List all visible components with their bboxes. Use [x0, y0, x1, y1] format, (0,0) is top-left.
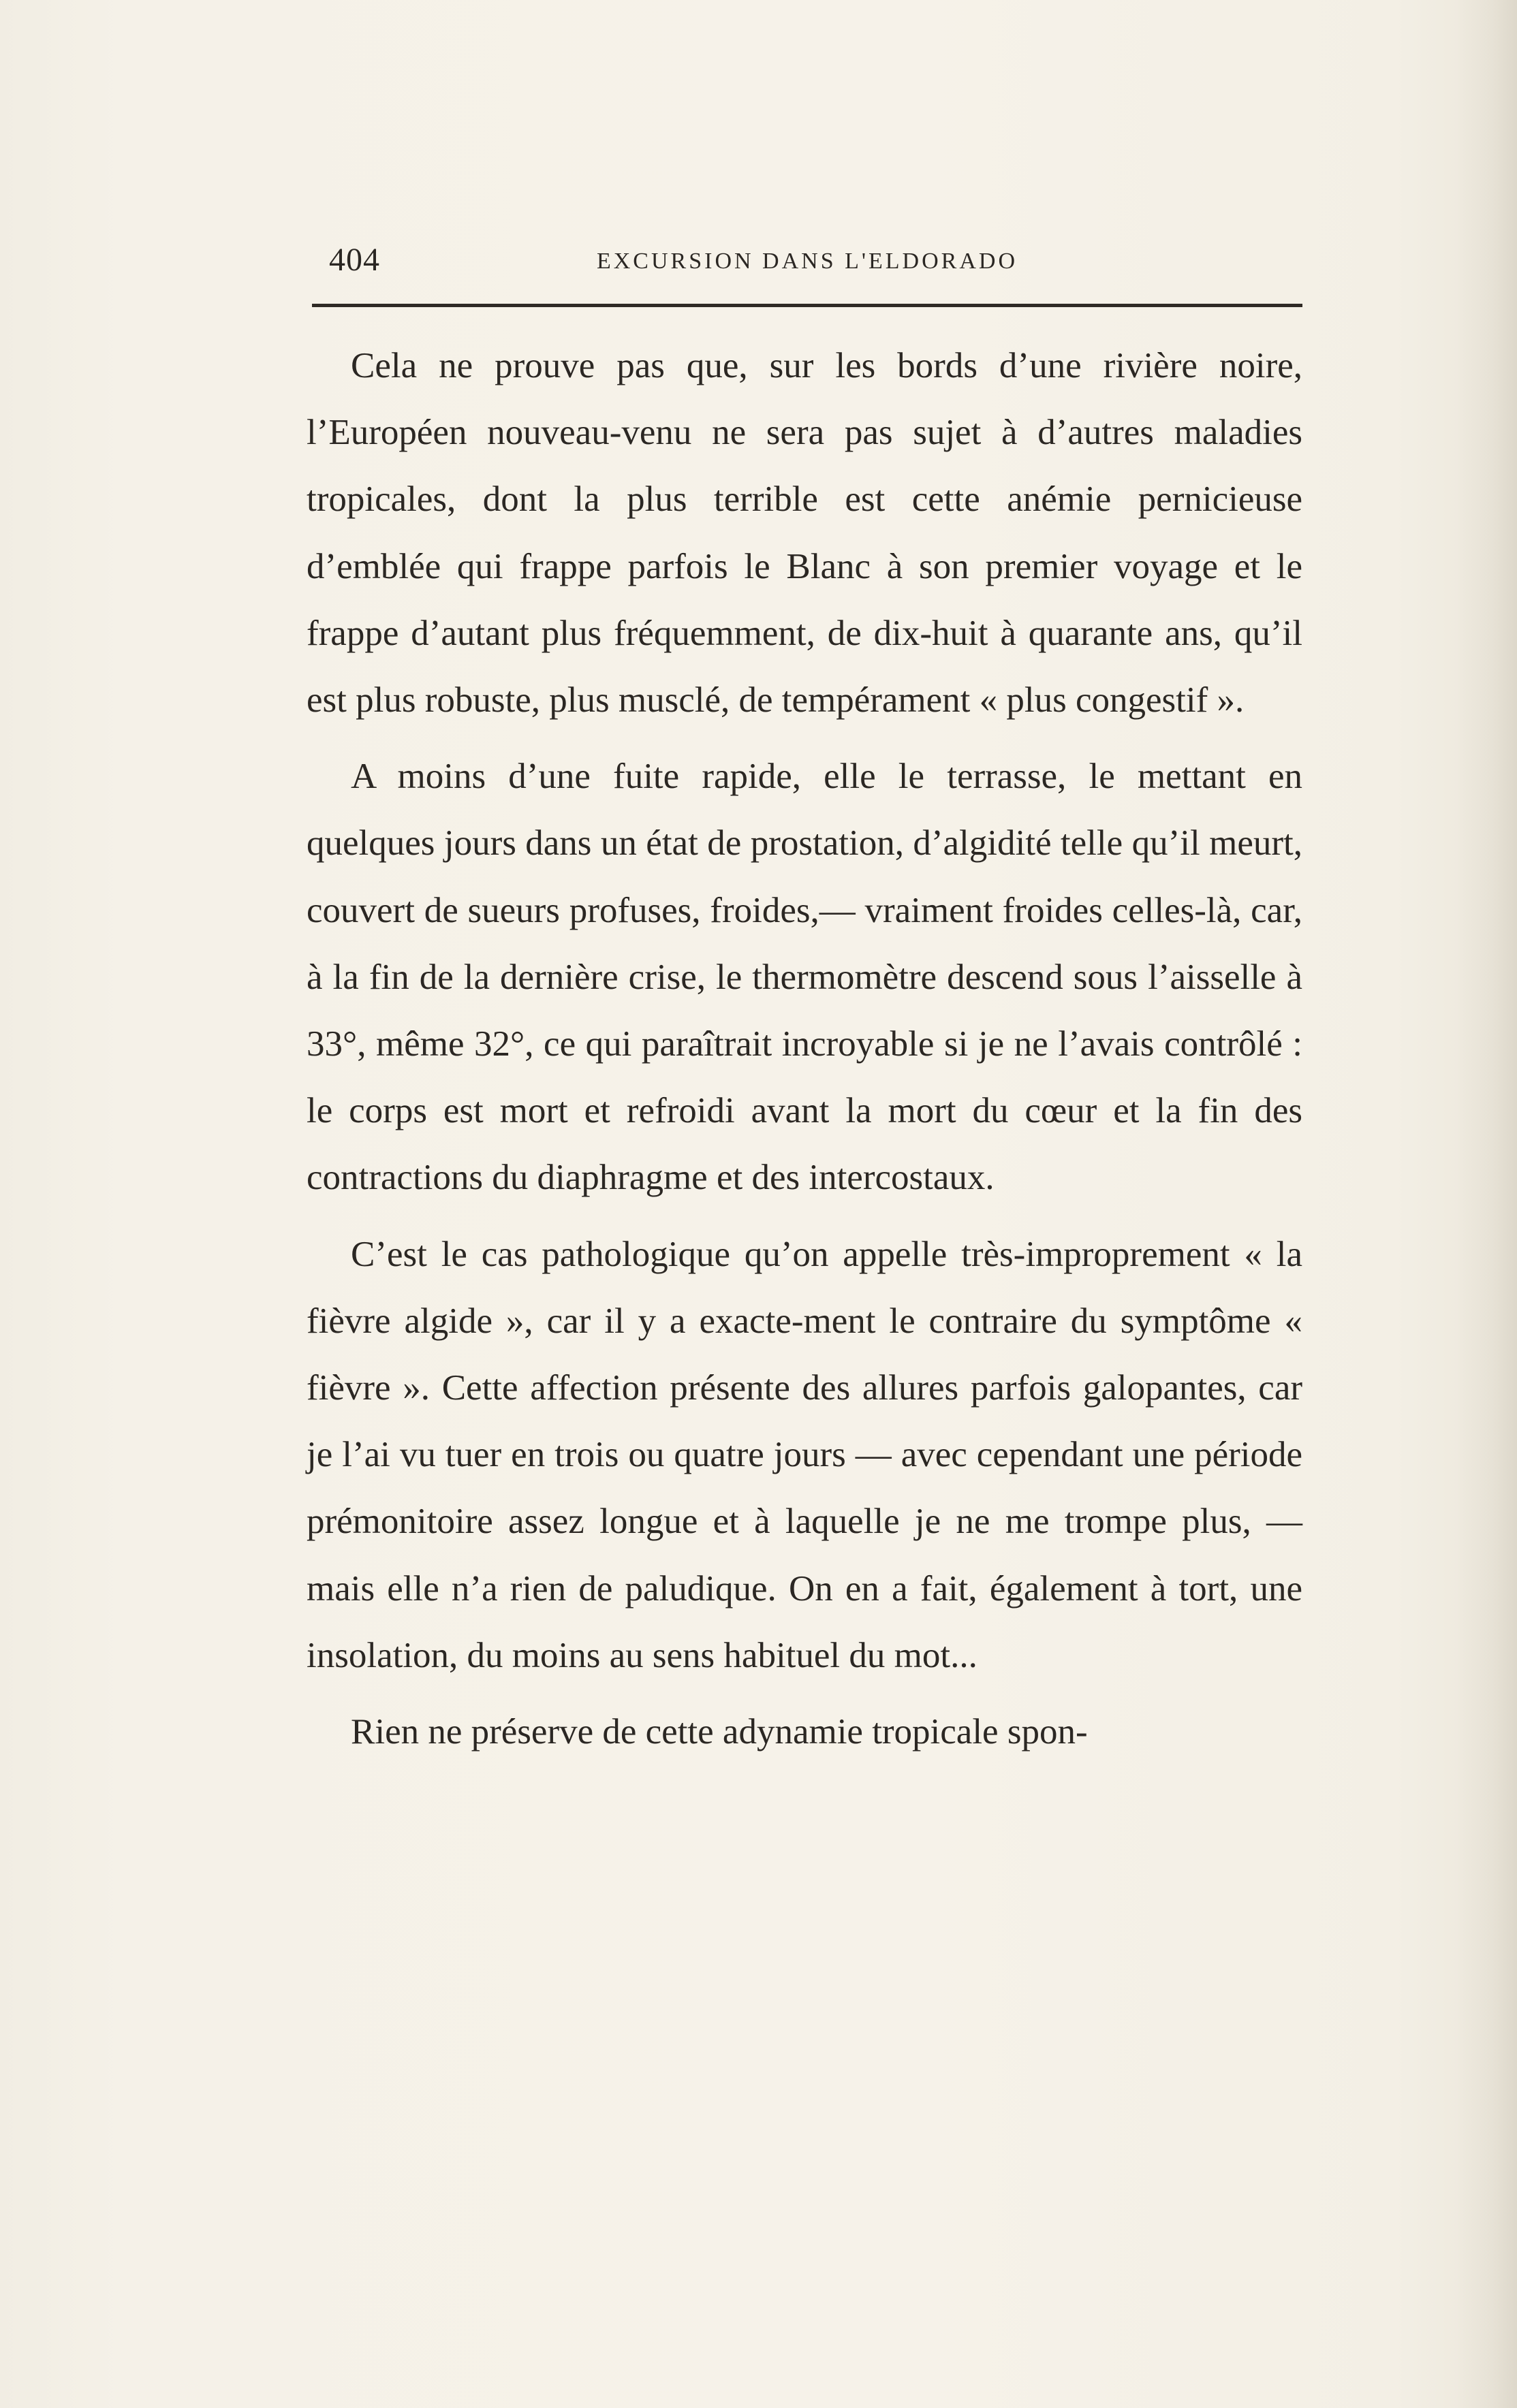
paragraph: A moins d’une fuite rapide, elle le terrasse, le mettant en quelques jours dans un état de prostation, d’algidité telle qu’il meurt, couvert de sueurs profuses, froides,— vraiment froides celles-là, car, à la fin de la dernière crise, le thermomètre descend sous l’aisselle à 33°, même 32°, ce qui paraîtrait incroyable si je ne l’avais contrôlé : le corps est mort et refroidi avant la mort du cœur et la fin des contractions du diaphragme et des intercostaux. — [307, 757, 1302, 1198]
paragraph: Cela ne prouve pas que, sur les bords d’une rivière noire, l’Européen nouveau-venu ne sera pas sujet à d’autres maladies tropicales, dont la plus terrible est cette anémie pernicieuse d’emblée qui frappe parfois le Blanc à son premier voyage et le frappe d’autant plus fréquemment, de dix-huit à quarante ans, qu’il est plus robuste, plus musclé, de tempérament « plus congestif ». — [307, 346, 1302, 720]
body-text — [307, 332, 1302, 1765]
header-rule — [312, 304, 1302, 307]
page-edge-shadow — [1456, 0, 1517, 2408]
paragraph: Rien ne préserve de cette adynamie tropicale spon- — [351, 1712, 1088, 1752]
page-number: 404 — [329, 242, 380, 278]
running-title: EXCURSION DANS L'ELDORADO — [596, 249, 1018, 274]
page-header — [312, 241, 1302, 279]
paragraph: C’est le cas pathologique qu’on appelle très-improprement « la fièvre algide », car il y a exacte-ment le contraire du symptôme « fièvre ». Cette affection présente des allures parfois galopantes, car je l’ai vu tuer en trois ou quatre jours — avec cependant une période prémonitoire assez longue et à laquelle je ne me trompe plus, — mais elle n’a rien de paludique. On en a fait, également à tort, une insolation, du moins au sens habituel du mot... — [307, 1234, 1302, 1675]
